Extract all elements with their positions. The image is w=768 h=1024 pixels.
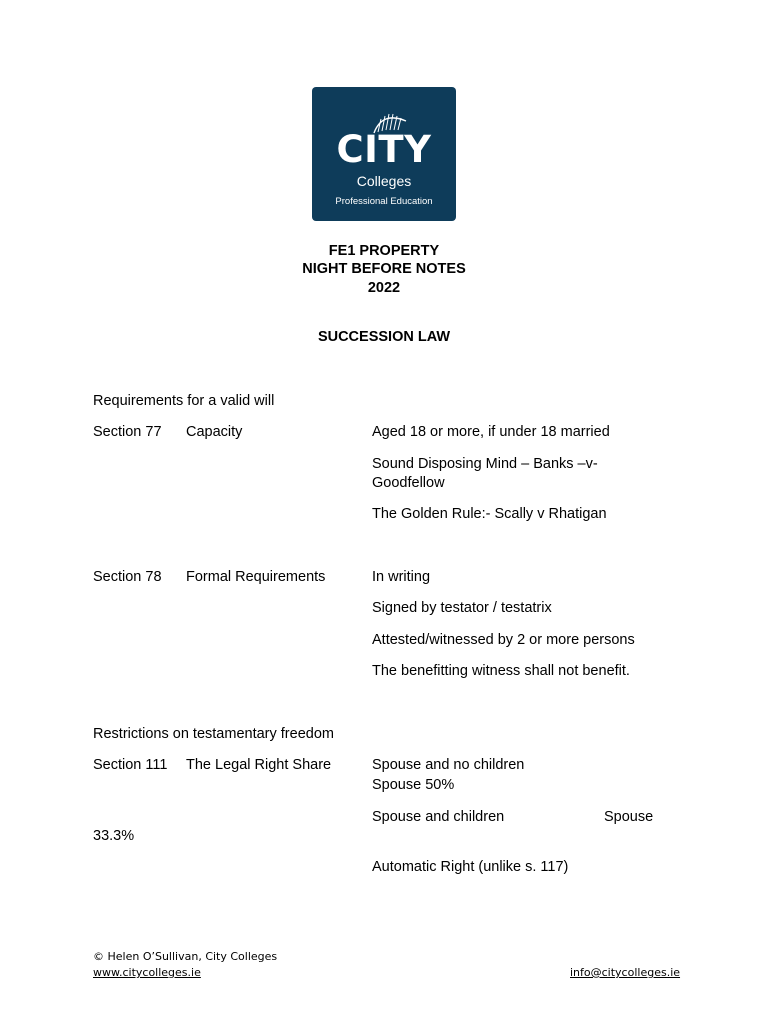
logo-brand-text: CITY	[336, 128, 432, 171]
section-78-label: Section 78	[93, 569, 162, 585]
s111-case-2: Spouse and children	[372, 809, 505, 825]
footer-email-link[interactable]: info@citycolleges.ie	[570, 966, 681, 979]
section-78-topic: Formal Requirements	[186, 569, 326, 585]
title-line-1: FE1 PROPERTY	[328, 243, 440, 259]
subject-heading: SUCCESSION LAW	[317, 329, 451, 345]
footer-copyright: © Helen O’Sullivan, City Colleges	[93, 950, 278, 963]
s77-point-1: Aged 18 or more, if under 18 married	[372, 424, 610, 440]
section-111-label: Section 111	[93, 757, 168, 773]
title-line-2: NIGHT BEFORE NOTES	[302, 261, 466, 277]
s111-case-2-share-label: Spouse	[604, 809, 654, 825]
logo-subtitle: Colleges	[356, 173, 412, 189]
s77-point-2: Sound Disposing Mind – Banks –v- Goodfellow	[372, 456, 598, 491]
section-111-topic: The Legal Right Share	[186, 757, 332, 773]
s78-point-1: In writing	[372, 569, 431, 585]
section-77-topic: Capacity	[186, 424, 243, 440]
city-colleges-logo	[312, 87, 456, 221]
s111-case-2-share-value: 33.3%	[93, 828, 135, 844]
s77-point-3: The Golden Rule:- Scally v Rhatigan	[372, 506, 607, 522]
s78-point-2: Signed by testator / testatrix	[372, 600, 552, 616]
s111-note: Automatic Right (unlike s. 117)	[372, 859, 569, 875]
s78-point-3: Attested/witnessed by 2 or more persons	[372, 632, 635, 648]
s111-case-1: Spouse and no children	[372, 757, 525, 773]
s78-point-4: The benefitting witness shall not benefit.	[372, 663, 630, 679]
footer-website-link[interactable]: www.citycolleges.ie	[93, 966, 201, 979]
section-77-label: Section 77	[93, 424, 162, 440]
restrictions-heading: Restrictions on testamentary freedom	[93, 726, 334, 742]
valid-will-heading: Requirements for a valid will	[93, 393, 275, 409]
logo-tagline: Professional Education	[335, 196, 433, 207]
title-line-3: 2022	[367, 280, 401, 296]
s111-case-1-share: Spouse 50%	[372, 777, 455, 793]
